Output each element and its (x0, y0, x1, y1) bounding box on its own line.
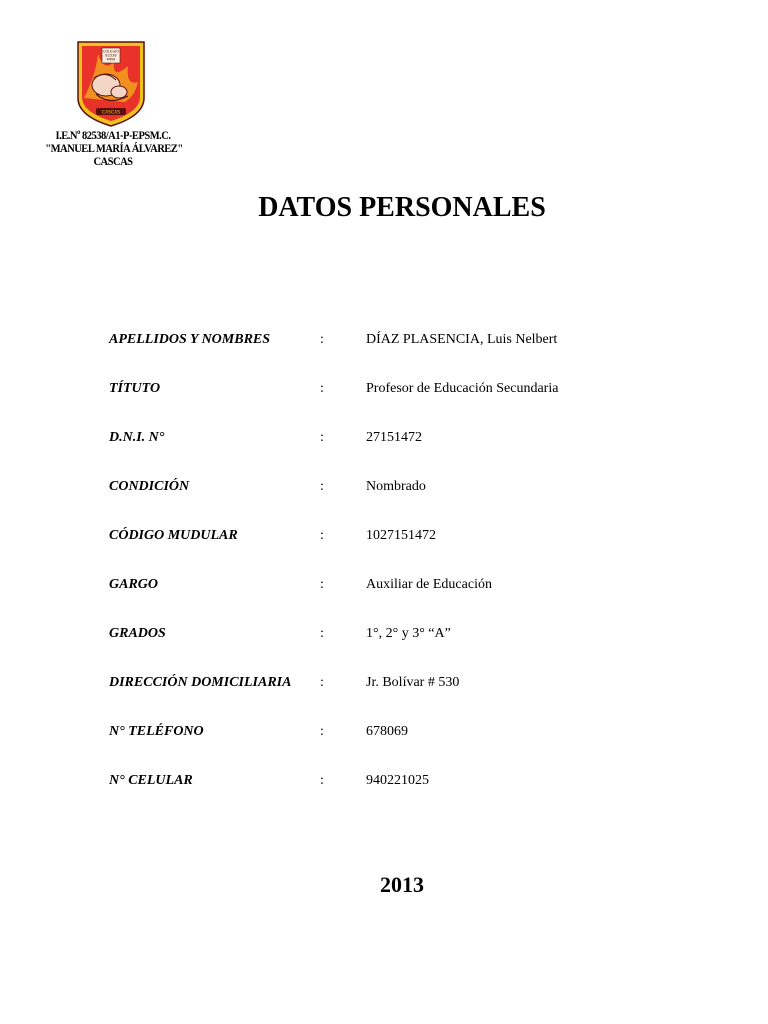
row-apellidos-nombres (109, 330, 669, 379)
field-value: 940221025 (366, 773, 429, 788)
row-codigo-modular (109, 526, 669, 575)
field-separator: : (320, 675, 324, 690)
field-label: CÓDIGO MUDULAR (109, 528, 238, 543)
field-label: GARGO (109, 577, 159, 592)
field-label: N° TELÉFONO (109, 724, 204, 739)
row-direccion (109, 673, 669, 722)
field-label: CONDICIÓN (109, 479, 190, 494)
row-cargo (109, 575, 669, 624)
field-label: N° CELULAR (109, 773, 193, 788)
row-grados (109, 624, 669, 673)
row-celular (109, 771, 669, 820)
field-value: DÍAZ PLASENCIA, Luis Nelbert (366, 332, 558, 347)
field-separator: : (320, 430, 324, 445)
personal-data-list (109, 330, 669, 820)
field-separator: : (320, 479, 324, 494)
crest-text: COLEGIO (102, 49, 120, 54)
crest-text: MMA (106, 57, 116, 62)
field-separator: : (320, 626, 324, 641)
field-value: Auxiliar de Educación (366, 577, 492, 592)
field-value: 27151472 (366, 430, 422, 445)
field-value: 1027151472 (366, 528, 436, 543)
field-value: Profesor de Educación Secundaria (366, 381, 559, 396)
row-telefono (109, 722, 669, 771)
field-value: 1°, 2° y 3° “A” (366, 626, 451, 641)
field-separator: : (320, 577, 324, 592)
field-label: TÍTUTO (109, 381, 161, 396)
row-dni (109, 428, 669, 477)
field-value: Nombrado (366, 479, 426, 494)
field-label: DIRECCIÓN DOMICILIARIA (109, 675, 292, 690)
crest-text: CASCAS (101, 110, 121, 116)
document-year: 2013 (380, 872, 424, 897)
field-value: 678069 (366, 724, 408, 739)
field-separator: : (320, 724, 324, 739)
field-separator: : (320, 381, 324, 396)
school-name-block (36, 129, 190, 168)
school-name: "MANUEL MARÍA ÁLVAREZ" (45, 141, 183, 155)
field-separator: : (320, 528, 324, 543)
field-label: APELLIDOS Y NOMBRES (109, 332, 271, 347)
field-separator: : (320, 773, 324, 788)
field-label: GRADOS (109, 626, 166, 641)
field-separator: : (320, 332, 324, 347)
school-crest-logo (76, 40, 146, 128)
row-titulo (109, 379, 669, 428)
field-label: D.N.I. N° (109, 430, 165, 445)
field-value: Jr. Bolívar # 530 (366, 675, 460, 690)
row-condicion (109, 477, 669, 526)
school-code: I.E.Nº 82538/A1-P-EPSM.C. (55, 128, 171, 142)
page-title: DATOS PERSONALES (258, 192, 546, 223)
school-town: CASCAS (93, 154, 133, 168)
crest-text: 82538 (105, 53, 117, 58)
